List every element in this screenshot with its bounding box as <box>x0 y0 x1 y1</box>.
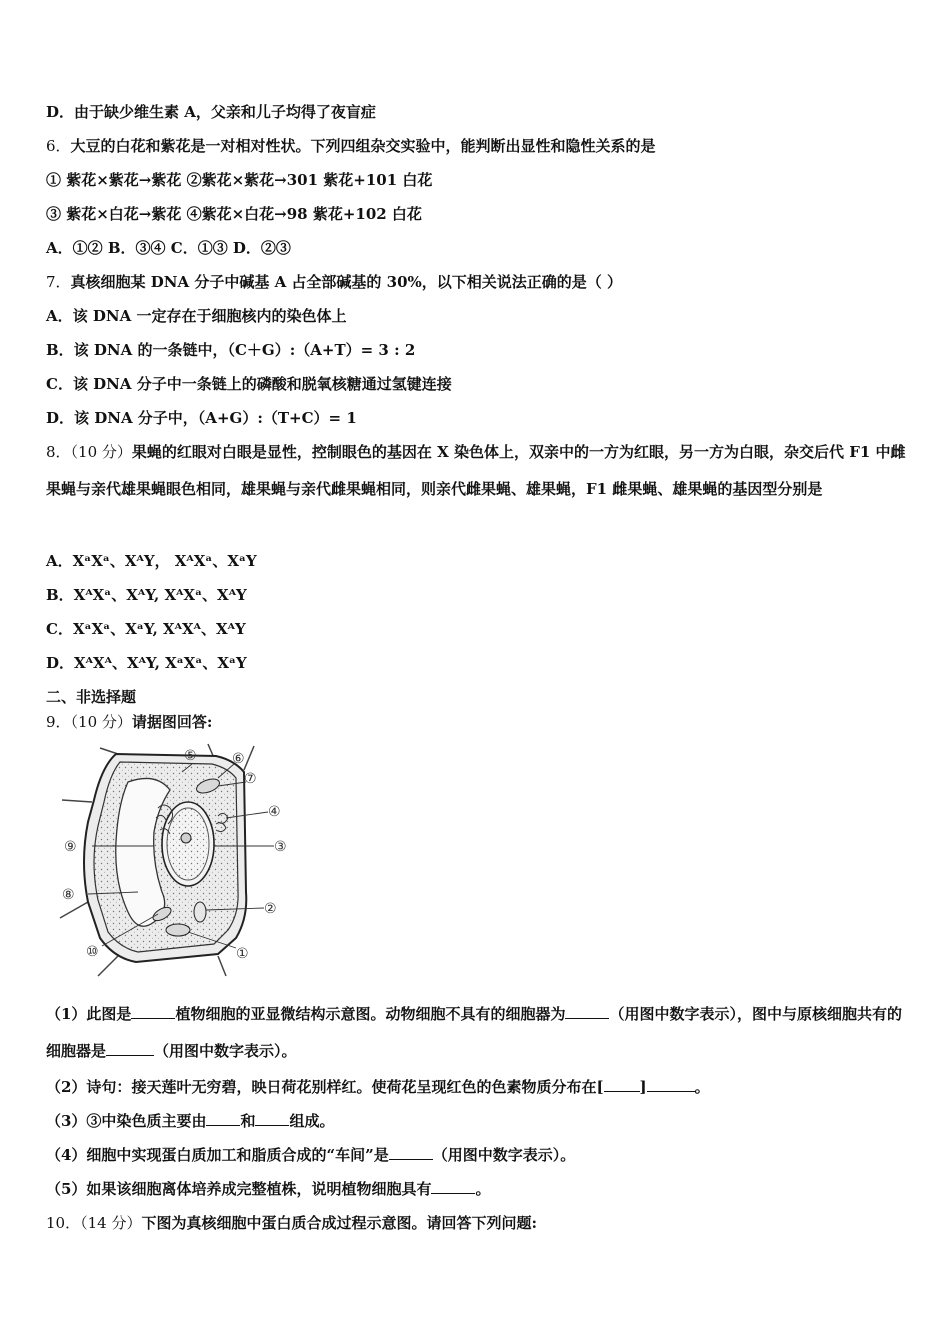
q9-p3-b: 和 <box>240 1112 256 1130</box>
q7-option-c: C．该 DNA 分子中一条链上的磷酸和脱氧核糖通过氢键连接 <box>46 375 452 393</box>
q9-stem <box>46 712 212 732</box>
q10-number: 10． <box>46 1214 81 1232</box>
q9-number: 9． <box>46 713 71 731</box>
q7-option-a: A．该 DNA 一定存在于细胞核内的染色体上 <box>46 307 347 325</box>
q9-p3-a: （3）③中染色质主要由 <box>46 1112 207 1130</box>
q6-stem-text: 大豆的白花和紫花是一对相对性状。下列四组杂交实验中，能判断出显性和隐性关系的是 <box>70 137 656 155</box>
q9-p1-e: （用图中数字表示）。 <box>154 1042 297 1060</box>
q9-p1-c: （用图中数字表示），图中与原核 <box>609 1005 827 1023</box>
q9-p2-c: 。 <box>694 1078 710 1096</box>
label-1: ① <box>236 946 249 962</box>
q9-part-5 <box>46 1179 490 1199</box>
plant-cell-diagram <box>58 742 298 978</box>
chloroplast-bottom <box>166 924 190 936</box>
q9-p2-b: ] <box>639 1078 647 1096</box>
section-heading: 二、非选择题 <box>46 688 137 706</box>
q9-p5-b: 。 <box>475 1180 491 1198</box>
q9-points: （10 分） <box>70 713 132 731</box>
nucleolus <box>181 833 191 843</box>
q9-p3-c: 组成。 <box>289 1112 335 1130</box>
q9-p4-b: （用图中数字表示）。 <box>432 1146 576 1164</box>
label-9: ⑨ <box>64 839 77 855</box>
blank-4[interactable] <box>604 1077 640 1092</box>
q8-option-d: D．XᴬXᴬ、XᴬY, XᵃXᵃ、XᵃY <box>46 654 247 672</box>
q6-stem <box>46 136 656 156</box>
q5-option-d: D．由于缺少维生素 A，父亲和儿子均得了夜盲症 <box>46 103 376 121</box>
blank-1[interactable] <box>131 1004 175 1019</box>
q9-part-3 <box>46 1111 334 1131</box>
q10-points: （14 分） <box>80 1214 142 1232</box>
q9-p1-b: 植物细胞的亚显微结构示意图。动物细胞不具有的细胞器为 <box>175 1005 566 1023</box>
q9-stem-text: 请据图回答: <box>131 713 213 731</box>
label-3: ③ <box>274 839 287 855</box>
blank-8[interactable] <box>389 1145 433 1160</box>
label-4: ④ <box>268 804 281 820</box>
q7-option-b: B．该 DNA 的一条链中，（C＋G）:（A+T）= 3 : 2 <box>46 341 416 359</box>
q9-p1-d: 细胞共有的细胞器是 <box>46 1005 902 1060</box>
q8-points: （10 分） <box>70 443 132 461</box>
q7-stem-text: 真核细胞某 DNA 分子中碱基 A 占全部碱基的 30%，以下相关说法正确的是（ ） <box>70 273 623 291</box>
blank-6[interactable] <box>206 1111 240 1126</box>
q9-part-2 <box>46 1077 710 1097</box>
q8-number: 8． <box>46 443 71 461</box>
q8-option-b: B．XᴬXᵃ、XᴬY, XᴬXᵃ、XᴬY <box>46 586 247 604</box>
q7-option-d: D．该 DNA 分子中，（A+G）:（T+C）= 1 <box>46 409 357 427</box>
q9-part-1 <box>46 996 911 1070</box>
q8-stem-text: 果蝇的红眼对白眼是显性，控制眼色的基因在 X 染色体上，双亲中的一方为红眼，另一方为白眼，杂交后代 F1 中雌果蝇与亲代雄果蝇眼色相同，雄果蝇与亲代雌果蝇相同，则亲代雌果蝇、雄果蝇，F1 雌果蝇、雄果蝇的基因型分别是 <box>46 443 906 498</box>
q7-stem <box>46 272 622 292</box>
q9-p1-a: （1）此图是 <box>46 1005 132 1023</box>
blank-7[interactable] <box>255 1111 289 1126</box>
mitochondrion <box>194 902 206 922</box>
q9-p2-a: （2）诗句：接天莲叶无穷碧，映日荷花别样红。使荷花呈现红色的色素物质分布在[ <box>46 1078 604 1096</box>
q8-stem <box>46 434 911 508</box>
q6-cross-2: ③ 紫花×白花→紫花 ④紫花×白花→98 紫花+102 白花 <box>46 205 422 223</box>
label-2: ② <box>264 901 277 917</box>
label-6: ⑥ <box>232 751 245 767</box>
label-10: ⑩ <box>86 944 99 960</box>
q8-option-c: C．XᵃXᵃ、XᵃY, XᴬXᴬ、XᴬY <box>46 620 246 638</box>
blank-5[interactable] <box>647 1077 695 1092</box>
label-7: ⑦ <box>244 771 257 787</box>
label-5: ⑤ <box>184 748 197 764</box>
blank-3[interactable] <box>106 1041 154 1056</box>
q6-options: A．①② B．③④ C．①③ D．②③ <box>46 239 291 257</box>
blank-2[interactable] <box>565 1004 609 1019</box>
q6-cross-1: ① 紫花×紫花→紫花 ②紫花×紫花→301 紫花+101 白花 <box>46 171 433 189</box>
q9-p5-a: （5）如果该细胞离体培养成完整植株，说明植物细胞具有 <box>46 1180 432 1198</box>
q9-part-4 <box>46 1145 575 1165</box>
nucleus-inner <box>167 808 209 880</box>
q9-p4-a: （4）细胞中实现蛋白质加工和脂质合成的“车间”是 <box>46 1146 389 1164</box>
blank-9[interactable] <box>431 1179 475 1194</box>
q8-option-a: A．XᵃXᵃ、XᴬY， XᴬXᵃ、XᵃY <box>46 552 257 570</box>
label-8: ⑧ <box>62 887 75 903</box>
q10-stem <box>46 1213 537 1233</box>
q7-number: 7． <box>46 273 71 291</box>
q10-stem-text: 下图为真核细胞中蛋白质合成过程示意图。请回答下列问题: <box>141 1214 537 1232</box>
q6-number: 6． <box>46 137 71 155</box>
